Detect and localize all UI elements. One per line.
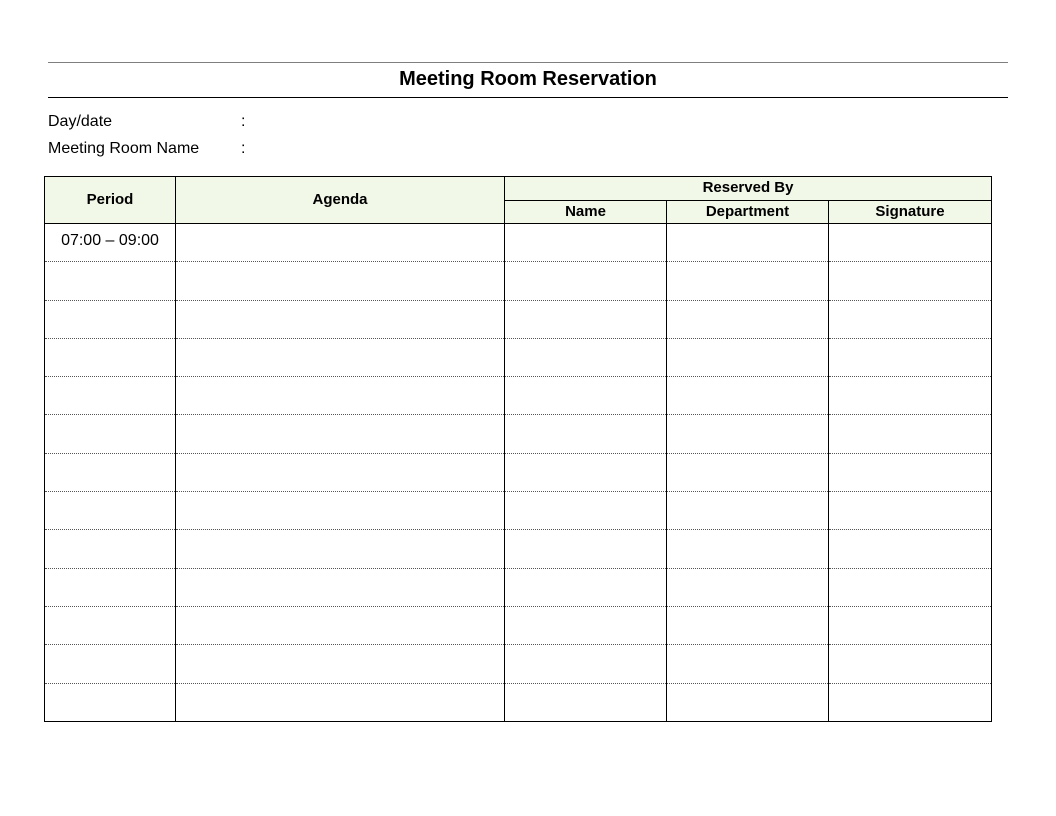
cell-department[interactable] bbox=[667, 683, 829, 721]
cell-department[interactable] bbox=[667, 262, 829, 300]
table-row bbox=[45, 262, 992, 300]
cell-signature[interactable] bbox=[829, 377, 992, 415]
cell-period[interactable] bbox=[45, 530, 176, 568]
header-reserved-by: Reserved By bbox=[505, 177, 992, 201]
header-signature: Signature bbox=[829, 200, 992, 224]
cell-period[interactable] bbox=[45, 645, 176, 683]
cell-name[interactable] bbox=[505, 338, 667, 376]
cell-name[interactable] bbox=[505, 645, 667, 683]
cell-agenda[interactable] bbox=[176, 530, 505, 568]
cell-agenda[interactable] bbox=[176, 300, 505, 338]
cell-name[interactable] bbox=[505, 606, 667, 644]
cell-name[interactable] bbox=[505, 300, 667, 338]
cell-department[interactable] bbox=[667, 530, 829, 568]
table-row bbox=[45, 300, 992, 338]
cell-department[interactable] bbox=[667, 645, 829, 683]
cell-signature[interactable] bbox=[829, 338, 992, 376]
cell-name[interactable] bbox=[505, 262, 667, 300]
day-date-label: Day/date bbox=[48, 113, 113, 130]
cell-department[interactable] bbox=[667, 338, 829, 376]
cell-name[interactable] bbox=[505, 453, 667, 491]
cell-agenda[interactable] bbox=[176, 492, 505, 530]
table-row bbox=[45, 683, 992, 721]
cell-department[interactable] bbox=[667, 224, 829, 262]
table-row bbox=[45, 530, 992, 568]
meeting-room-name-colon: : bbox=[241, 140, 246, 157]
header-period: Period bbox=[45, 177, 176, 224]
cell-department[interactable] bbox=[667, 415, 829, 453]
cell-agenda[interactable] bbox=[176, 568, 505, 606]
header-name: Name bbox=[505, 200, 667, 224]
page-title: Meeting Room Reservation bbox=[399, 68, 657, 90]
cell-name[interactable] bbox=[505, 224, 667, 262]
cell-signature[interactable] bbox=[829, 262, 992, 300]
table-row bbox=[45, 606, 992, 644]
table-row bbox=[45, 492, 992, 530]
cell-agenda[interactable] bbox=[176, 683, 505, 721]
cell-period[interactable] bbox=[45, 568, 176, 606]
cell-agenda[interactable] bbox=[176, 415, 505, 453]
cell-agenda[interactable] bbox=[176, 606, 505, 644]
cell-signature[interactable] bbox=[829, 224, 992, 262]
table-row bbox=[45, 377, 992, 415]
cell-period[interactable] bbox=[45, 224, 176, 262]
cell-signature[interactable] bbox=[829, 492, 992, 530]
cell-period-text: 07:00 – 09:00 bbox=[61, 232, 159, 249]
day-date-colon: : bbox=[241, 113, 246, 130]
title-underline bbox=[48, 97, 1008, 98]
meeting-room-name-label: Meeting Room Name bbox=[48, 140, 200, 157]
cell-period[interactable] bbox=[45, 338, 176, 376]
cell-signature[interactable] bbox=[829, 530, 992, 568]
cell-agenda[interactable] bbox=[176, 262, 505, 300]
cell-agenda[interactable] bbox=[176, 453, 505, 491]
cell-period[interactable] bbox=[45, 683, 176, 721]
cell-signature[interactable] bbox=[829, 568, 992, 606]
table-body bbox=[45, 224, 992, 722]
cell-department[interactable] bbox=[667, 377, 829, 415]
cell-period[interactable] bbox=[45, 262, 176, 300]
cell-period[interactable] bbox=[45, 415, 176, 453]
cell-name[interactable] bbox=[505, 568, 667, 606]
cell-period[interactable] bbox=[45, 377, 176, 415]
table-row bbox=[45, 568, 992, 606]
cell-department[interactable] bbox=[667, 453, 829, 491]
cell-signature[interactable] bbox=[829, 415, 992, 453]
cell-name[interactable] bbox=[505, 377, 667, 415]
cell-period[interactable] bbox=[45, 606, 176, 644]
cell-agenda[interactable] bbox=[176, 338, 505, 376]
reservation-table bbox=[44, 176, 992, 722]
cell-department[interactable] bbox=[667, 492, 829, 530]
table-row bbox=[45, 338, 992, 376]
cell-name[interactable] bbox=[505, 415, 667, 453]
cell-period[interactable] bbox=[45, 453, 176, 491]
table-row bbox=[45, 645, 992, 683]
table-row bbox=[45, 415, 992, 453]
top-rule bbox=[48, 62, 1008, 63]
cell-department[interactable] bbox=[667, 568, 829, 606]
header-agenda: Agenda bbox=[176, 177, 505, 224]
cell-signature[interactable] bbox=[829, 683, 992, 721]
cell-agenda[interactable] bbox=[176, 645, 505, 683]
table-row bbox=[45, 224, 992, 262]
cell-signature[interactable] bbox=[829, 606, 992, 644]
cell-agenda[interactable] bbox=[176, 377, 505, 415]
cell-agenda[interactable] bbox=[176, 224, 505, 262]
cell-signature[interactable] bbox=[829, 453, 992, 491]
cell-period[interactable] bbox=[45, 492, 176, 530]
header-department: Department bbox=[667, 200, 829, 224]
cell-name[interactable] bbox=[505, 530, 667, 568]
cell-department[interactable] bbox=[667, 300, 829, 338]
cell-period[interactable] bbox=[45, 300, 176, 338]
cell-department[interactable] bbox=[667, 606, 829, 644]
table-row bbox=[45, 453, 992, 491]
cell-name[interactable] bbox=[505, 492, 667, 530]
cell-signature[interactable] bbox=[829, 645, 992, 683]
cell-name[interactable] bbox=[505, 683, 667, 721]
cell-signature[interactable] bbox=[829, 300, 992, 338]
